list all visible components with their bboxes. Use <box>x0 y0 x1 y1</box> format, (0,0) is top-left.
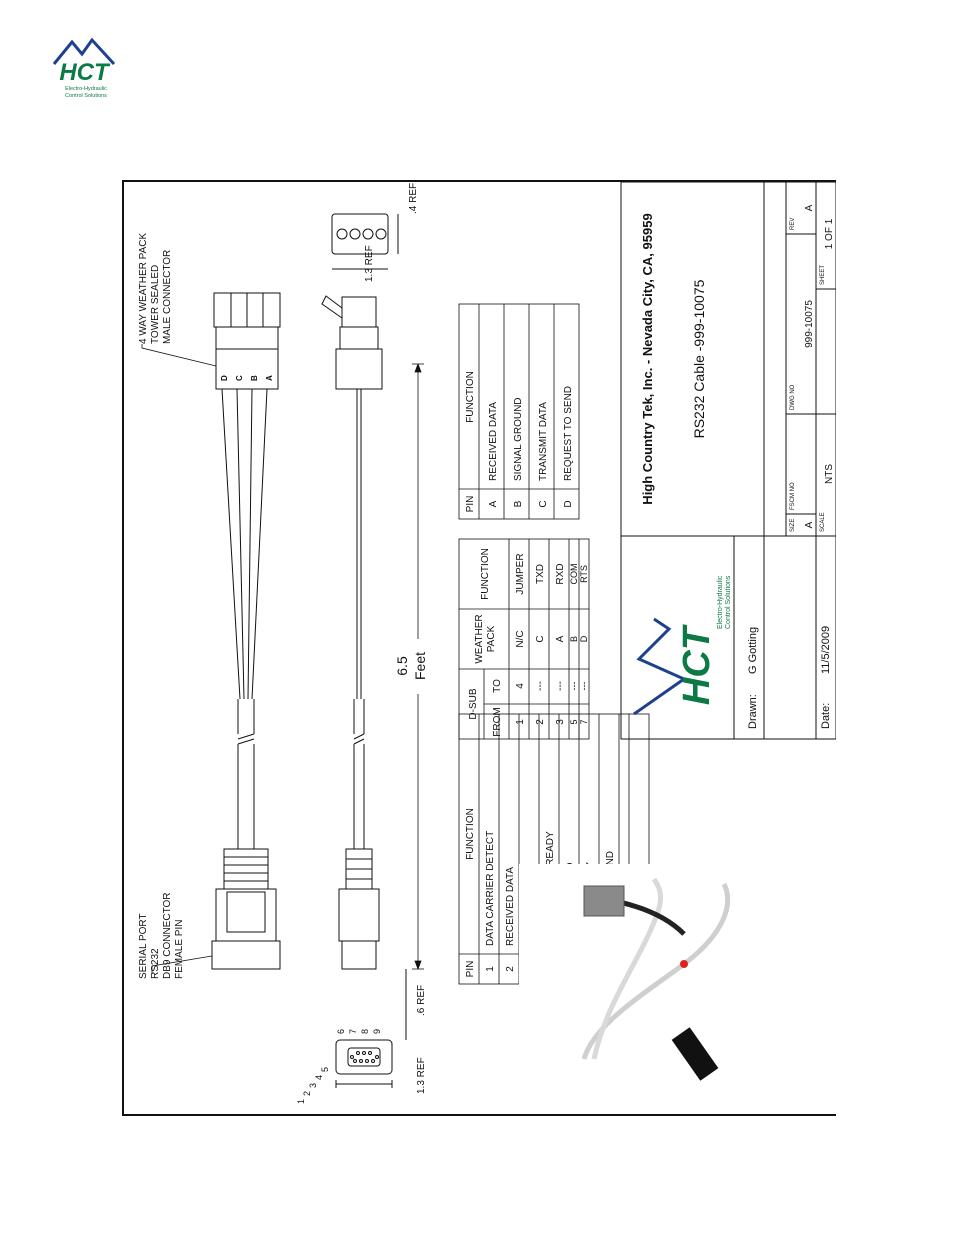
db9-table-header-pin: PIN <box>465 960 476 978</box>
db9-pin-5: 5 <box>320 1066 330 1072</box>
table-row: DATA CARRIER DETECT <box>485 830 496 946</box>
table-row: --- <box>569 681 579 691</box>
fscm-label: FSCM NO <box>790 482 796 510</box>
table-row: 1 <box>515 719 526 725</box>
table-row: TRANSMIT DATA <box>538 402 549 481</box>
serial-port-label-2: RS232 <box>150 948 161 979</box>
table-row: D <box>579 635 589 643</box>
db9-pin-1: 1 <box>296 1098 306 1104</box>
length-unit: Feet <box>412 651 428 681</box>
table-row: 2 <box>505 966 516 972</box>
wiring-header-wp2: PACK <box>486 625 497 653</box>
table-row: A <box>488 500 499 508</box>
drawn-value: G Gotting <box>747 626 759 674</box>
sheet-label: SHEET <box>820 264 826 285</box>
wp-body-side <box>336 349 382 389</box>
db9-depth-dim: .6 REF <box>416 984 427 1016</box>
drawing-title: RS232 Cable -999-10075 <box>691 279 707 439</box>
db9-pin-4: 4 <box>314 1074 324 1080</box>
table-row: TXD <box>535 564 546 584</box>
title-logo-tagline-2: Control Solutions <box>725 575 732 629</box>
scale-label: SCALE <box>820 512 826 532</box>
wp-table-header-function: FUNCTION <box>465 371 476 423</box>
rotated-drawing <box>124 182 836 1114</box>
wp-depth-dim: .4 REF <box>408 182 419 214</box>
size-value: A <box>804 521 815 529</box>
table-row: D <box>563 500 574 508</box>
table-row: N/C <box>515 630 526 648</box>
db9-pin-8: 8 <box>360 1028 370 1034</box>
table-row: --- <box>555 681 566 691</box>
weather-pack-label-3: MALE CONNECTOR <box>162 249 173 344</box>
table-row: SIGNAL GROUND <box>513 397 524 481</box>
db9-shell-side <box>342 941 376 969</box>
wiring-table-rows <box>515 553 589 724</box>
table-row: COM <box>569 563 579 585</box>
serial-port-label-4: FEMALE PIN <box>174 919 185 979</box>
table-row: B <box>569 635 579 643</box>
table-row: 3 <box>555 719 566 725</box>
weather-pack-label-2: TOWER SEALED <box>150 264 161 344</box>
wiring-header-from: FROM <box>492 707 503 737</box>
table-row: REQUEST TO SEND <box>563 385 574 481</box>
serial-port-label-3: DB9 CONNECTOR <box>162 892 173 979</box>
rev-value: A <box>804 204 815 212</box>
table-row: B <box>513 500 524 508</box>
cable-photo <box>519 864 749 1104</box>
wp-body-top <box>216 349 278 389</box>
table-row: 5 <box>569 719 579 725</box>
table-row: RECEIVED DATA <box>488 401 499 481</box>
wiring-header-dsub: D-SUB <box>468 688 479 720</box>
title-block-logo <box>634 575 732 714</box>
table-row: A <box>555 635 566 643</box>
table-row: RXD <box>555 563 566 585</box>
table-row: 4 <box>515 683 526 689</box>
logo-tagline-2: Control Solutions <box>65 93 107 99</box>
drawing-sheet <box>122 180 836 1116</box>
drawn-label: Drawn: <box>747 694 759 729</box>
dwg-label: DWG NO <box>790 384 796 410</box>
db9-shell-top <box>212 941 280 969</box>
cable-drawing <box>124 182 836 1114</box>
title-logo-text: HCT <box>676 626 718 706</box>
table-row: RTS <box>579 565 589 583</box>
db9-end-view <box>336 969 406 1088</box>
wp-letter-d: D <box>220 375 229 381</box>
table-row: 2 <box>535 719 546 725</box>
db9-pin-3: 3 <box>308 1082 318 1088</box>
cable-top-view <box>212 293 280 969</box>
db9-pin-7: 7 <box>348 1028 358 1034</box>
table-row: C <box>538 500 549 508</box>
wiring-header-wp1: WEATHER <box>474 614 485 664</box>
db9-pin-9: 9 <box>372 1028 382 1034</box>
table-row: --- <box>579 681 589 691</box>
db9-pin-6: 6 <box>336 1028 346 1034</box>
scale-value: NTS <box>824 464 835 484</box>
date-label: Date: <box>820 702 832 729</box>
wp-table-header-pin: PIN <box>465 495 476 513</box>
db9-hood-inner <box>227 892 265 932</box>
db9-strain-relief <box>224 849 268 889</box>
table-row: RECEIVED DATA <box>505 866 516 946</box>
wp-letter-b: B <box>250 375 259 381</box>
cable-side-view <box>322 296 382 969</box>
wiring-header-function: FUNCTION <box>480 548 491 600</box>
logo-text: HCT <box>59 59 109 86</box>
wp-letter-c: C <box>235 375 244 381</box>
table-row: C <box>535 635 546 643</box>
serial-port-callout <box>138 893 212 980</box>
logo-tagline-1: Electro-Hydraulic <box>65 86 107 92</box>
rev-label: REV <box>790 217 796 230</box>
wp-letter-a: A <box>265 375 274 381</box>
date-value: 11/5/2009 <box>820 625 832 674</box>
db9-hood-top <box>216 889 276 941</box>
wp-width-dim: 1.3 REF <box>364 245 375 282</box>
wiring-header-to: TO <box>492 679 503 693</box>
weather-pack-callout <box>138 233 216 366</box>
db9-width-dim: 1.3 REF <box>416 1057 427 1094</box>
table-row: 7 <box>579 719 589 725</box>
company-line: High Country Tek, Inc. - Nevada City, CA, 95959 <box>640 213 655 505</box>
size-label: SIZE <box>790 518 796 532</box>
table-row: 1 <box>485 966 496 972</box>
weather-pack-label-1: 4 WAY WEATHER PACK <box>138 232 149 344</box>
hct-logo <box>50 34 120 104</box>
table-row: --- <box>535 681 546 691</box>
dwg-value: 999-10075 <box>804 300 815 348</box>
length-value: 6.5 <box>394 656 410 676</box>
table-row: JUMPER <box>515 553 526 595</box>
sheet-value: 1 OF 1 <box>824 218 835 250</box>
serial-port-label-1: SERIAL PORT <box>138 913 149 979</box>
title-logo-tagline-1: Electro-Hydraulic <box>717 575 724 629</box>
db9-table-header-function: FUNCTION <box>465 808 476 860</box>
db9-pin-2: 2 <box>302 1090 312 1096</box>
